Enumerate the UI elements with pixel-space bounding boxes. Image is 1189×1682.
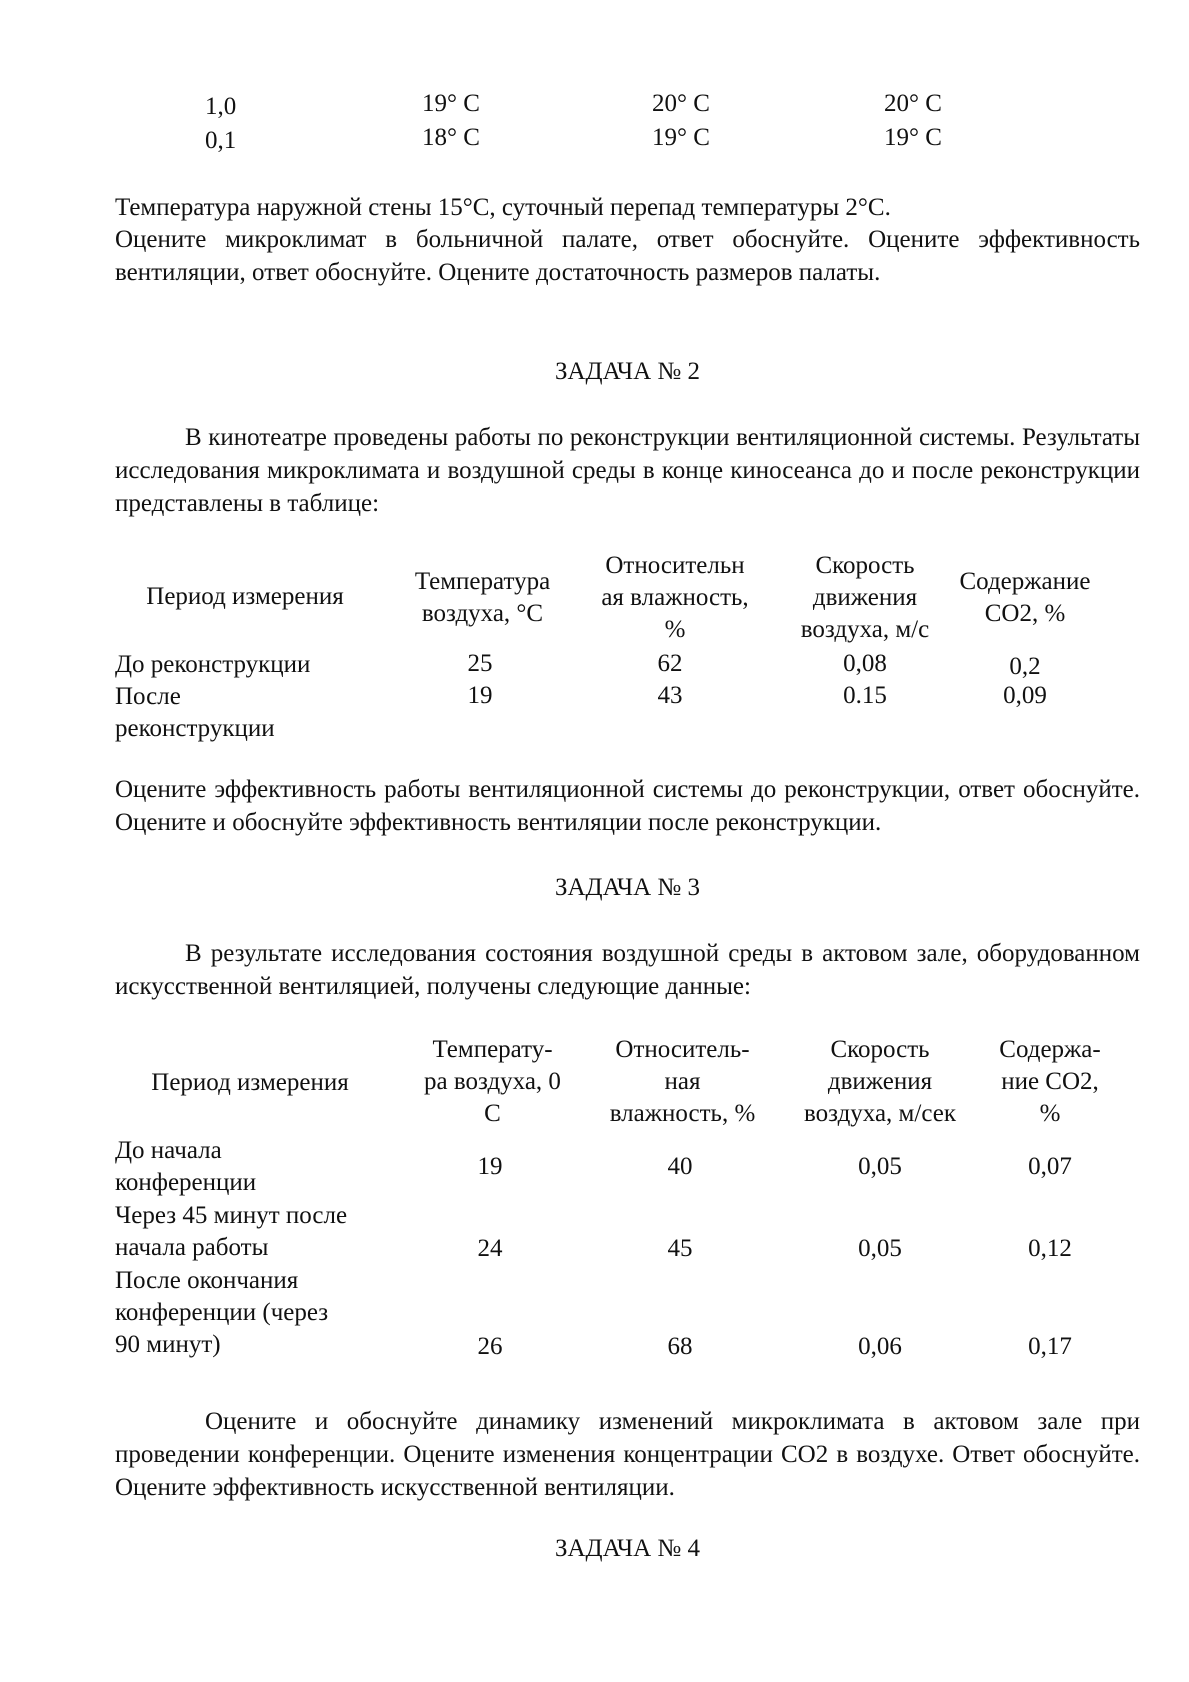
outer-wall-temperature-line: Температура наружной стены 15°С, суточный перепад температуры 2°С. — [115, 194, 891, 221]
task3-row-period: После окончания конференции (через 90 минут) — [115, 1267, 329, 1358]
task3-cell: 26 — [477, 1333, 503, 1360]
top-table-cell: 0,1 — [205, 127, 237, 154]
task2-cell: 0.15 — [843, 682, 887, 709]
task3-header-air-speed: Скорость движения воздуха, м/сек — [804, 1036, 956, 1127]
task2-cell: 19 — [467, 682, 493, 709]
top-table-cell: 18° C — [422, 124, 480, 151]
task3-header-period: Период измерения — [151, 1069, 349, 1096]
task2-intro: В кинотеатре проведены работы по реконструкции вентиляционной системы. Результаты исследования микроклимата и воздушной среды в конце киносеанса до и после реконструкции представлены в таблице: — [115, 424, 1140, 517]
task3-cell: 40 — [667, 1153, 693, 1180]
task3-row-period: Через 45 минут после начала работы — [115, 1202, 348, 1261]
task2-header-air-speed: Скорость движения воздуха, м/с — [800, 552, 930, 643]
task2-row-period: После реконструкции — [115, 683, 275, 742]
task3-header-co2: Содержа- ние СО2, % — [999, 1036, 1101, 1127]
task2-cell: 0,2 — [1009, 653, 1041, 680]
task3-cell: 0,12 — [1028, 1235, 1072, 1262]
task3-cell: 19 — [477, 1153, 503, 1180]
task2-cell: 43 — [657, 682, 683, 709]
task3-header-humidity: Относитель- ная влажность, % — [609, 1036, 756, 1127]
task2-cell: 62 — [657, 650, 683, 677]
task3-cell: 0,05 — [858, 1153, 902, 1180]
task3-question: Оцените и обоснуйте динамику изменений микроклимата в актовом зале при проведении конференции. Оцените изменения концентрации СО2 в воздухе. Ответ обоснуйте. Оцените эффективность искусственной вентиляции. — [115, 1408, 1140, 1501]
task2-row-period: До реконструкции — [115, 651, 311, 678]
task3-header-temperature: Температу- ра воздуха, 0 С — [424, 1036, 561, 1127]
task3-intro: В результате исследования состояния воздушной среды в актовом зале, оборудованном искусственной вентиляцией, получены следующие данные: — [115, 940, 1140, 1000]
top-table-cell: 19° C — [422, 90, 480, 117]
task2-cell: 0,09 — [1003, 682, 1047, 709]
task2-cell: 0,08 — [843, 650, 887, 677]
task3-cell: 0,05 — [858, 1235, 902, 1262]
task2-cell: 25 — [467, 650, 493, 677]
top-table-cell: 20° C — [884, 90, 942, 117]
task3-row-period: До начала конференции — [115, 1137, 257, 1196]
task2-header-temperature: Температура воздуха, °С — [414, 568, 551, 627]
task3-cell: 0,17 — [1028, 1333, 1072, 1360]
task3-cell: 24 — [477, 1235, 503, 1262]
top-table-cell: 1,0 — [205, 93, 237, 120]
task1-question: Оцените микроклимат в больничной палате, ответ обоснуйте. Оцените эффективность вентиляции, ответ обоснуйте. Оцените достаточность размеров палаты. — [115, 226, 1140, 286]
task4-title: ЗАДАЧА № 4 — [554, 1535, 701, 1562]
task3-cell: 0,06 — [858, 1333, 902, 1360]
task3-cell: 68 — [667, 1333, 693, 1360]
task3-cell: 45 — [667, 1235, 693, 1262]
task2-header-humidity: Относительн ая влажность, % — [601, 552, 749, 643]
task3-title: ЗАДАЧА № 3 — [554, 874, 701, 901]
task2-question: Оцените эффективность работы вентиляционной системы до реконструкции, ответ обоснуйте. Оцените и обоснуйте эффективность вентиляции после реконструкции. — [115, 776, 1140, 836]
task3-cell: 0,07 — [1028, 1153, 1072, 1180]
top-table-cell: 19° C — [884, 124, 942, 151]
task2-header-period: Период измерения — [146, 583, 344, 610]
task2-title: ЗАДАЧА № 2 — [554, 358, 701, 385]
task2-header-co2: Содержание СО2, % — [959, 568, 1091, 627]
top-table-cell: 19° C — [652, 124, 710, 151]
top-table-cell: 20° C — [652, 90, 710, 117]
